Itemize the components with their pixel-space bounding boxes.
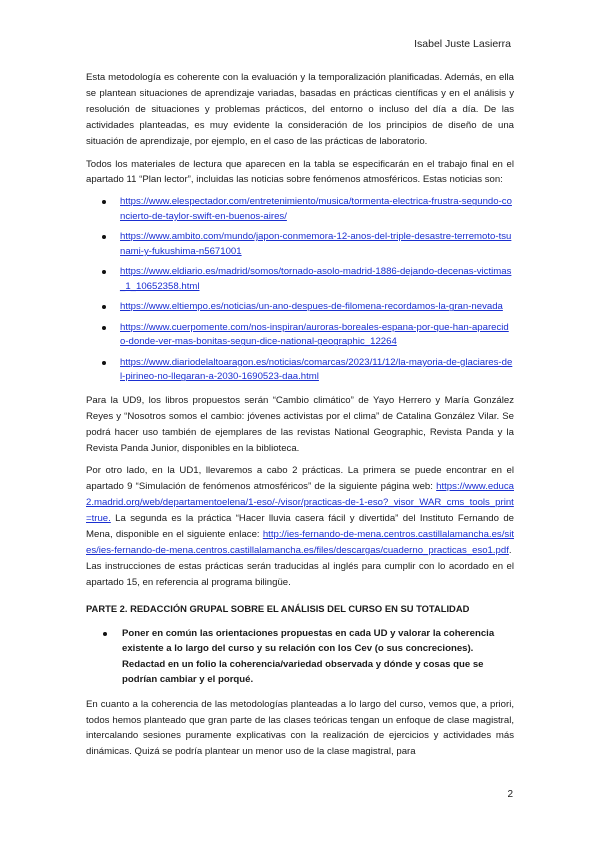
section-heading: PARTE 2. REDACCIÓN GRUPAL SOBRE EL ANÁLISIS DEL CURSO EN SU TOTALIDAD [86, 602, 470, 614]
practices-text-1: Por otro lado, en la UD1, llevaremos a cabo 2 prácticas. La primera se puede encontrar en el apartado 9 “Simulación de fenómenos atmosféricos” de la siguiente página web: [86, 465, 514, 493]
task-item: Poner en común las orientaciones propuestas en cada UD y valorar la coherencia existente a lo largo del curso y su relación con los Cev (o sus concreciones). Redactad en un folio la coherencia/variedad observada y dónde y cosas que se podrían cambiar y el porqué. [122, 626, 514, 688]
paragraph-ud9-books: Para la UD9, los libros propuestos serán “Cambio climático” de Yayo Herrero y María González Reyes y “Nosotros somos el cambio: jóvenes activistas por el clima” de Catalina González Vilar. Se podrá hacer uso también de ejemplares de las revistas National Geographic, Revista Panda y la Revista Panda Junior, disponibles en la biblioteca. [86, 394, 514, 454]
news-link-6[interactable]: https://www.diariodelaltoaragon.es/noticias/comarcas/2023/11/12/la-mayoria-de-glaciares-del-pirineo-no-llegaran-a-2030-1690523-daa.html [120, 356, 513, 383]
news-link-list [86, 195, 514, 385]
news-link-5[interactable]: https://www.cuerpomente.com/nos-inspiran/auroras-boreales-espana-por-que-han-aparecido-donde-ver-mas-bonitas-segun-dice-national-geographic_12264 [120, 321, 509, 348]
page-header-author: Isabel Juste Lasierra [414, 38, 511, 50]
paragraph-ud1-practices [86, 463, 514, 590]
news-link-2[interactable]: https://www.ambito.com/mundo/japon-conmemora-12-anos-del-triple-desastre-terremoto-tsunami-y-fukushima-n5671001 [120, 231, 512, 257]
practices-text-2: La segunda es la práctica “Hacer lluvia casera fácil y divertida” del Instituto Fernando de Mena, disponible en el siguiente enlace: [86, 513, 514, 541]
paragraph-reading-plan: Todos los materiales de lectura que aparecen en la tabla se especificarán en el trabajo final en el apartado 11 “Plan lector”, incluidas las noticias sobre fenómenos atmosféricos. Estas noticias son: [86, 158, 514, 186]
practice-link-2[interactable]: http://ies-fernando-de-mena.centros.castillalamancha.es/sites/ies-fernando-de-mena.centros.castillalamancha.es/files/descargas/cuaderno_practicas_eso1.pdf [86, 529, 514, 556]
news-link-4[interactable]: https://www.eltiempo.es/noticias/un-ano-despues-de-filomena-recordamos-la-gran-nevada [120, 301, 503, 313]
paragraph-methodology: Esta metodología es coherente con la evaluación y la temporalización planificadas. Además, en ella se plantean situaciones de aprendizaje variadas, basadas en prácticas científicas y en el análisis y resolución de situaciones y problemas prácticos, del entorno o incluso del día a día. De las actividades planteadas, es muy evidente la consideración de los principios de diseño de una situación de aprendizaje, por ejemplo, en el caso de las prácticas de laboratorio. [86, 72, 514, 147]
news-link-3[interactable]: https://www.eldiario.es/madrid/somos/tornado-asolo-madrid-1886-dejando-decenas-victimas_1_10652358.html [120, 266, 512, 292]
news-link-1[interactable]: https://www.elespectador.com/entretenimiento/musica/tormenta-electrica-frustra-segundo-concierto-de-taylor-swift-en-buenos-aires/ [120, 196, 512, 222]
paragraph-coherence: En cuanto a la coherencia de las metodologías planteadas a lo largo del curso, vemos que, a priori, todos hemos planteado que gran parte de las clases teóricas tengan un enfoque de clase magistral, intercalando sesiones puramente explicativas con la realización de ejercicios y actividades más dinámicas. Quizá se podría plantear un menor uso de la clase magistral, para [86, 698, 514, 758]
practices-text-3: . Las instrucciones de estas prácticas serán traducidas al inglés para cumplir con lo acordado en el apartado 15, en referencia al programa bilingüe. [86, 545, 514, 588]
list-item [120, 195, 514, 224]
page-content [86, 70, 514, 767]
page-number: 2 [507, 789, 513, 800]
list-item [120, 356, 514, 385]
practice-link-1[interactable]: https://www.educa2.madrid.org/web/departamentoelena/1-eso/-/visor/practicas-de-1-eso?_visor_WAR_cms_tools_print=true. [86, 481, 514, 525]
list-item [120, 300, 514, 315]
list-item [120, 321, 514, 350]
list-item [120, 265, 514, 294]
list-item [120, 230, 514, 259]
task-list [86, 626, 514, 688]
